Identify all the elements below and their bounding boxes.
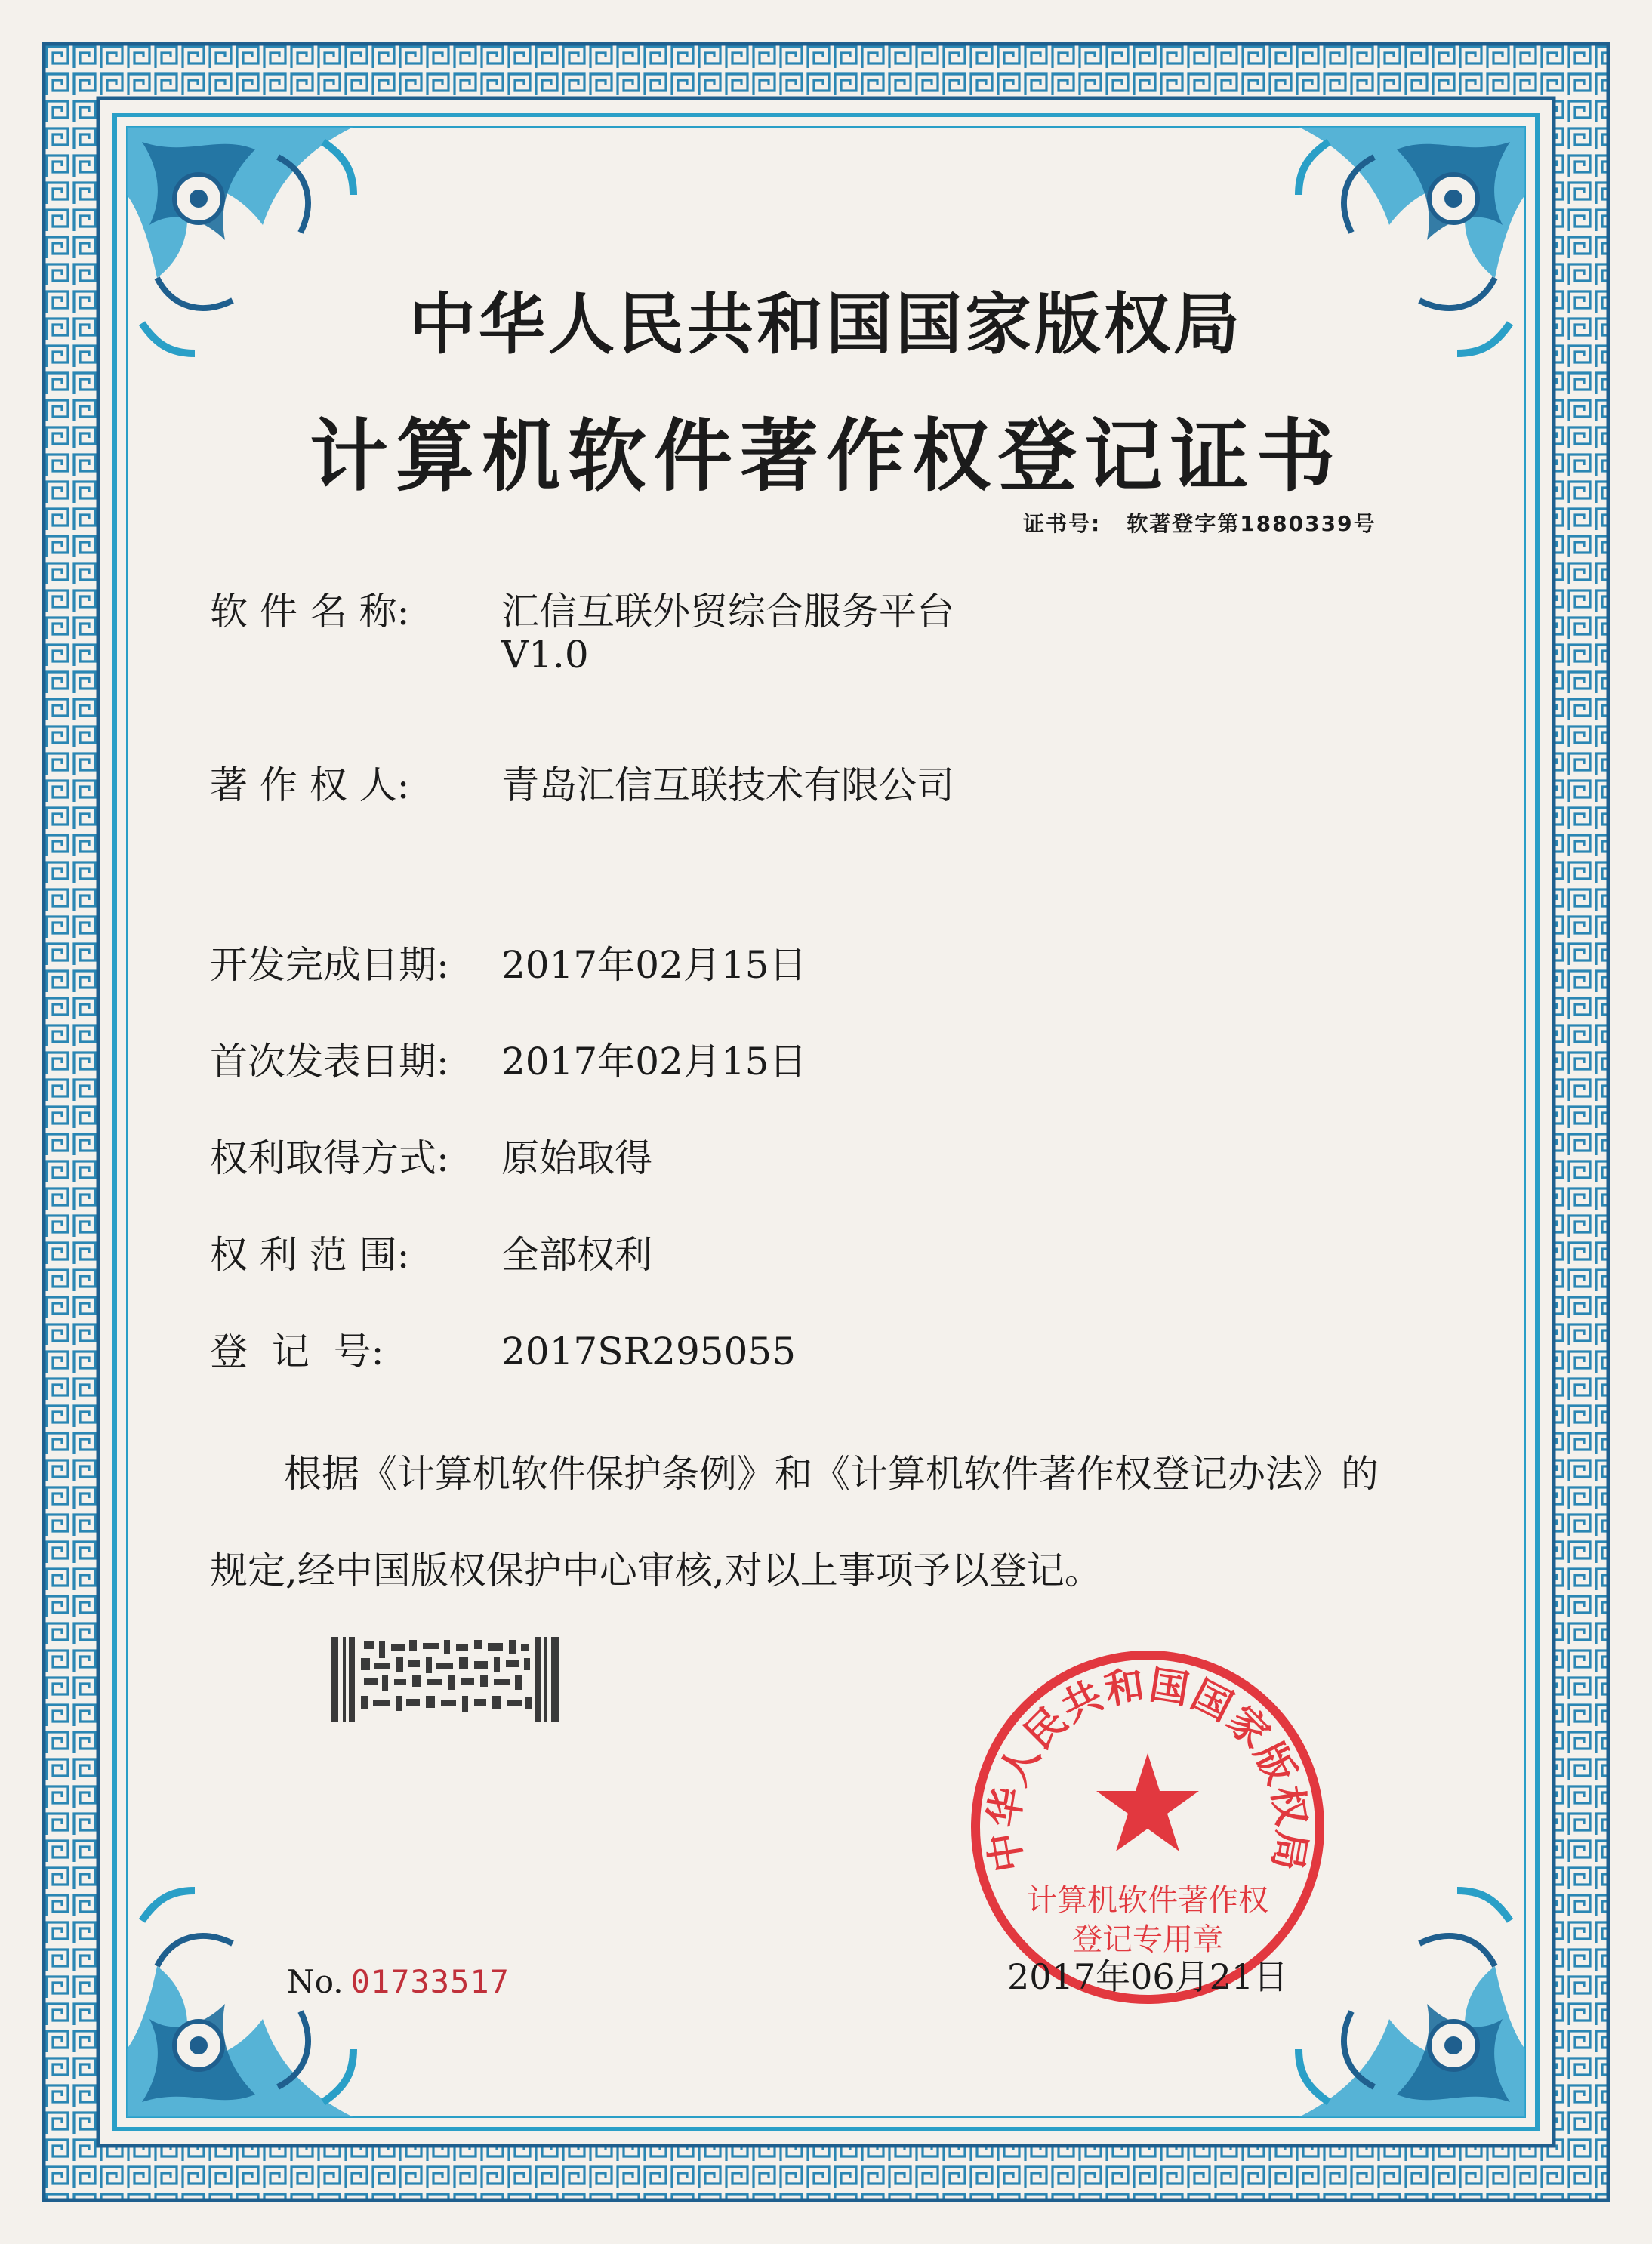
field-registration-number (210, 1321, 796, 1376)
field-first-publish-date (210, 1031, 807, 1086)
serial-value: 01733517 (350, 1963, 510, 2000)
first-publish-label: 首次发表日期: (210, 1040, 449, 1083)
seal-star-icon (1096, 1753, 1199, 1851)
copyright-owner-value: 青岛汇信互联技术有限公司 (501, 763, 954, 807)
certificate-number-label: 证书号: (1023, 511, 1102, 536)
statement-line-2: 规定,经中国版权保护中心审核,对以上事项予以登记。 (210, 1549, 1102, 1592)
certificate-title: 计算机软件著作权登记证书 (309, 410, 1342, 502)
dev-completion-value: 2017年02月15日 (501, 943, 807, 987)
scope-label: 权 利 范 围: (210, 1233, 410, 1277)
software-name-value: 汇信互联外贸综合服务平台 (501, 590, 954, 633)
dev-completion-label: 开发完成日期: (210, 943, 449, 987)
certificate-number (1023, 507, 1376, 538)
registration-value: 2017SR295055 (501, 1330, 797, 1373)
field-dev-completion-date (210, 935, 807, 989)
serial-label: No. (287, 1963, 344, 2000)
statement-line-1: 根据《计算机软件保护条例》和《计算机软件著作权登记办法》的 (284, 1452, 1379, 1496)
seal-ring-text: 中华人民共和国国家版权局 (981, 1662, 1315, 1876)
software-version-value: V1.0 (501, 633, 589, 677)
field-rights-scope (210, 1225, 652, 1279)
field-acquisition-method (210, 1128, 652, 1182)
serial-number (287, 1963, 510, 2000)
issue-date: 2017年06月21日 (1007, 1956, 1289, 1997)
seal-center-line-1: 计算机软件著作权 (1027, 1883, 1268, 1918)
acquisition-label: 权利取得方式: (210, 1136, 449, 1180)
field-software-name (210, 581, 954, 677)
first-publish-value: 2017年02月15日 (501, 1040, 807, 1083)
acquisition-value: 原始取得 (501, 1136, 652, 1180)
barcode-image (331, 1637, 559, 1722)
software-name-label: 软 件 名 称: (210, 590, 410, 633)
copyright-owner-label: 著 作 权 人: (210, 763, 410, 807)
field-copyright-owner (210, 755, 954, 809)
registration-label: 登 记 号: (210, 1330, 384, 1373)
issuing-organization: 中华人民共和国国家版权局 (408, 285, 1243, 363)
seal-center-line-2: 登记专用章 (1072, 1922, 1223, 1957)
certificate-number-value: 软著登字第1880339号 (1127, 511, 1376, 536)
scope-value: 全部权利 (501, 1233, 652, 1277)
